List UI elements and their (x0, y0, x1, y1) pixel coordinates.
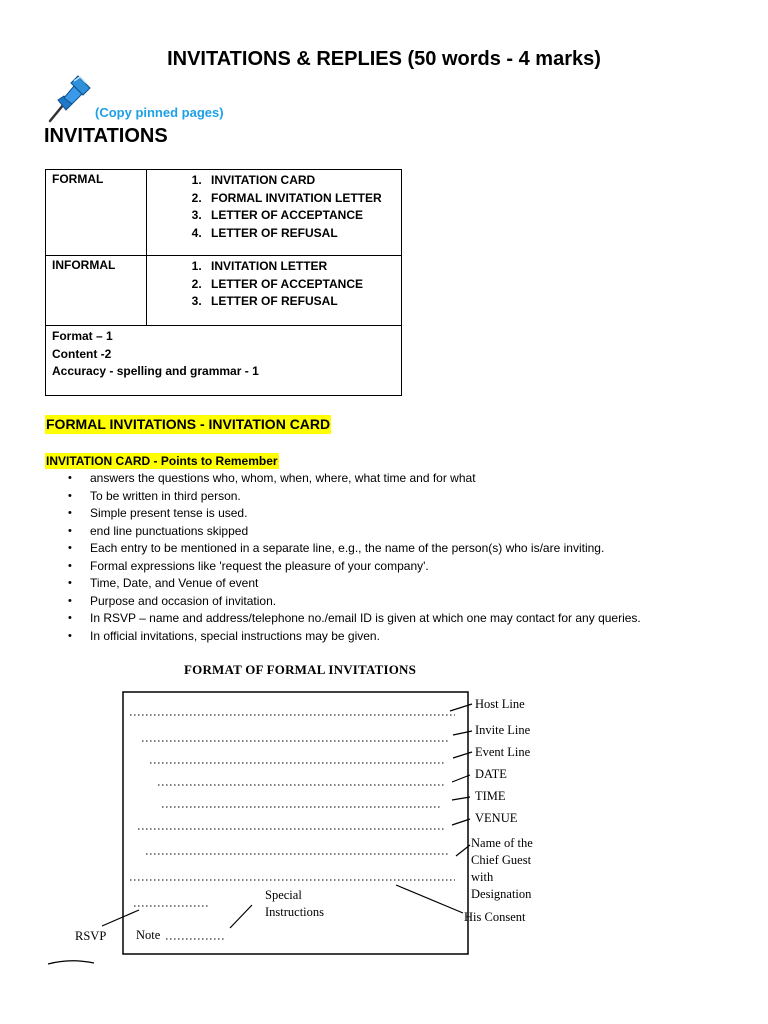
points-heading: INVITATION CARD - Points to Remember (46, 454, 278, 468)
date-label: DATE (475, 767, 507, 781)
marks-accuracy: Accuracy - spelling and grammar - 1 (52, 364, 259, 378)
host-line-label: Host Line (475, 697, 525, 711)
event-line-label: Event Line (475, 745, 531, 759)
page-title: INVITATIONS & REPLIES (50 words - 4 marks) (167, 48, 601, 70)
list-item: • Each entry to be mentioned in a separate line, e.g., the name of the person(s) who is/are inviting. (70, 540, 750, 558)
list-item: 2. FORMAL INVITATION LETTER (205, 190, 395, 208)
chief-guest-label (471, 835, 533, 903)
list-item: 1. INVITATION CARD (205, 172, 395, 190)
special-instructions-line: Special (265, 888, 302, 902)
marks-format: Format – 1 (52, 329, 113, 343)
special-instructions-line: Instructions (265, 905, 325, 919)
list-item: • To be written in third person. (70, 488, 750, 506)
list-item: • answers the questions who, whom, when, where, what time and for what (70, 470, 750, 488)
rsvp-arrow (102, 910, 139, 926)
list-item: • In RSVP – name and address/telephone no./email ID is given at which one may contact for any queries. (70, 610, 750, 628)
cut-line (48, 961, 94, 964)
chief-guest-line: Name of the (471, 836, 533, 850)
informal-label: INFORMAL (46, 256, 147, 326)
format-diagram-title: FORMAT OF FORMAL INVITATIONS (184, 662, 417, 677)
list-item: • Purpose and occasion of invitation. (70, 593, 750, 611)
list-item: • end line punctuations skipped (70, 523, 750, 541)
consent-arrow (396, 885, 463, 913)
chief-guest-line: with (471, 870, 494, 884)
venue-label: VENUE (475, 811, 518, 825)
special-arrow (230, 905, 252, 928)
list-item: 4. LETTER OF REFUSAL (205, 225, 395, 243)
his-consent-label: His Consent (464, 910, 526, 924)
note-label: Note (136, 928, 161, 942)
pin-note: (Copy pinned pages) (95, 105, 224, 120)
list-item: • Simple present tense is used. (70, 505, 750, 523)
invite-arrow (453, 731, 472, 735)
list-item: • In official invitations, special instructions may be given. (70, 628, 750, 646)
list-item: 3. LETTER OF REFUSAL (205, 293, 395, 311)
list-item: • Time, Date, and Venue of event (70, 575, 750, 593)
invite-line-label: Invite Line (475, 723, 531, 737)
time-label: TIME (475, 789, 506, 803)
list-item: 2. LETTER OF ACCEPTANCE (205, 276, 395, 294)
event-arrow (453, 752, 472, 758)
marks-content: Content -2 (52, 346, 112, 361)
section-heading: INVITATIONS (44, 125, 168, 147)
list-item: • Formal expressions like 'request the pleasure of your company'. (70, 558, 750, 576)
chief-guest-line: Designation (471, 887, 532, 901)
chief-guest-line: Chief Guest (471, 853, 532, 867)
list-item: 1. INVITATION LETTER (205, 258, 395, 276)
formal-label: FORMAL (46, 170, 147, 256)
list-item: 3. LETTER OF ACCEPTANCE (205, 207, 395, 225)
special-instructions-label (265, 887, 324, 921)
formal-invitations-heading: FORMAL INVITATIONS - INVITATION CARD (46, 416, 331, 432)
rsvp-label: RSVP (75, 929, 107, 943)
